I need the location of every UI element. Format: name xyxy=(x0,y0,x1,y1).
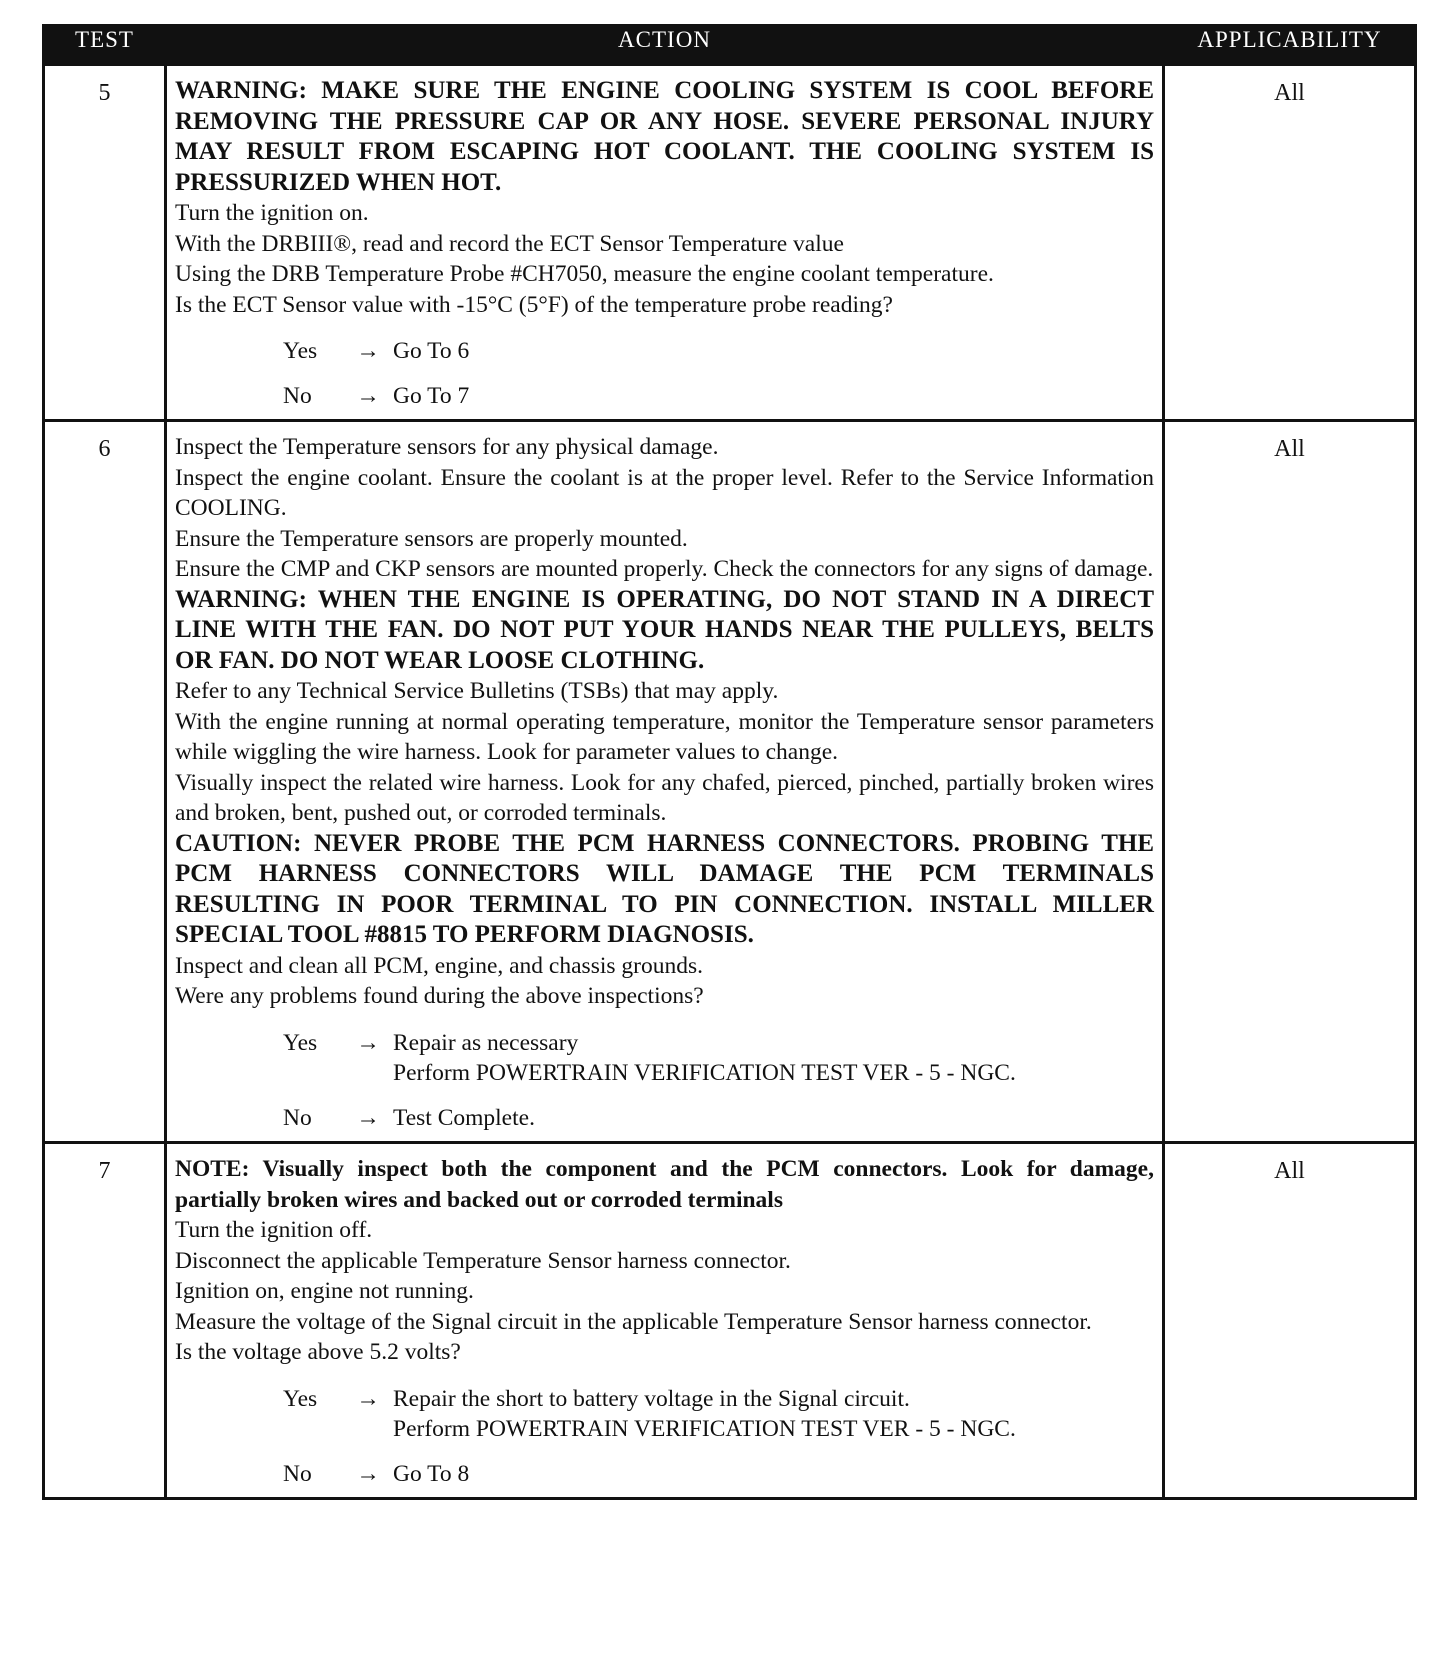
answer-block xyxy=(283,1028,1154,1134)
instruction-text: Inspect the engine coolant. Ensure the coolant is at the proper level. Refer to the Service Information COOLING. xyxy=(175,464,1154,521)
warning-text: WARNING: WHEN THE ENGINE IS OPERATING, DO NOT STAND IN A DIRECT LINE WITH THE FAN. DO NOT PUT YOUR HANDS NEAR THE PULLEYS, BELTS OR FAN. DO NOT WEAR LOOSE CLOTHING. xyxy=(175,585,1154,674)
applicability-cell: All xyxy=(1164,65,1416,421)
answer-label: Yes xyxy=(283,1385,318,1412)
instruction-text: Were any problems found during the above inspections? xyxy=(175,983,704,1009)
applicability-cell: All xyxy=(1164,1143,1416,1499)
instruction-text: Is the ECT Sensor value with -15°C (5°F) of the temperature probe reading? xyxy=(175,291,893,318)
instruction-text: Visually inspect the related wire harness. Look for any chafed, pierced, pinched, partially broken wires and broken, bent, pushed out, or corroded terminals. xyxy=(175,769,1154,826)
instruction-text: Measure the voltage of the Signal circuit in the applicable Temperature Sensor harness connector. xyxy=(175,1308,1092,1335)
warning-text: CAUTION: NEVER PROBE THE PCM HARNESS CONNECTORS. PROBING THE PCM HARNESS CONNECTORS WILL DAMAGE THE PCM TERMINALS RESULTING IN POOR TERMINAL TO PIN CONNECTION. INSTALL MILLER SPECIAL TOOL #8815 TO PERFORM DIAGNOSIS. xyxy=(175,829,1154,948)
answer-label: Yes xyxy=(283,1029,318,1056)
answer-result-line: Repair the short to battery voltage in the Signal circuit. xyxy=(393,1385,910,1412)
instruction-text: With the DRBIII®, read and record the ECT Sensor Temperature value xyxy=(175,230,844,257)
answer-row xyxy=(283,1103,1154,1134)
answer-result xyxy=(393,336,1154,367)
action-cell xyxy=(166,65,1164,421)
arrow-right-icon: → xyxy=(356,1029,380,1056)
diagnostic-table xyxy=(42,24,1417,1500)
arrow-right-icon: → xyxy=(356,1385,380,1412)
answer-label: No xyxy=(283,1460,312,1487)
answer-row xyxy=(283,381,1154,412)
instruction-text: Inspect the Temperature sensors for any physical damage. xyxy=(175,434,719,460)
answer-label: No xyxy=(283,1104,312,1131)
test-number: 7 xyxy=(44,1143,166,1499)
action-cell xyxy=(166,421,1164,1143)
answer-result xyxy=(393,1103,1154,1134)
answer-row xyxy=(283,1028,1154,1089)
answer-label: No xyxy=(283,382,312,409)
instruction-text: With the engine running at normal operating temperature, monitor the Temperature sensor parameters while wiggling the wire harness. Look for parameter values to change. xyxy=(175,708,1154,765)
header-applicability: APPLICABILITY xyxy=(1164,26,1416,65)
instruction-text: Turn the ignition on. xyxy=(175,200,369,226)
instruction-text: Using the DRB Temperature Probe #CH7050, measure the engine coolant temperature. xyxy=(175,261,994,287)
instruction-text: Ignition on, engine not running. xyxy=(175,1278,474,1304)
arrow-right-icon: → xyxy=(356,1460,380,1487)
answer-row xyxy=(283,1384,1154,1445)
answer-result xyxy=(393,1459,1154,1490)
applicability-cell: All xyxy=(1164,421,1416,1143)
instruction-text: Refer to any Technical Service Bulletins (TSBs) that may apply. xyxy=(175,678,779,704)
answer-result-line: Go To 6 xyxy=(393,338,470,364)
answer-result xyxy=(393,1384,1154,1445)
instruction-text: Disconnect the applicable Temperature Sensor harness connector. xyxy=(175,1247,791,1274)
instruction-text: Is the voltage above 5.2 volts? xyxy=(175,1339,461,1365)
action-cell xyxy=(166,1143,1164,1499)
answer-result-line: Go To 7 xyxy=(393,382,470,409)
instruction-text: Inspect and clean all PCM, engine, and chassis grounds. xyxy=(175,952,703,979)
instruction-text: Ensure the Temperature sensors are properly mounted. xyxy=(175,525,688,552)
warning-text: WARNING: MAKE SURE THE ENGINE COOLING SYSTEM IS COOL BEFORE REMOVING THE PRESSURE CAP OR ANY HOSE. SEVERE PERSONAL INJURY MAY RESULT FROM ESCAPING HOT COOLANT. THE COOLING SYSTEM IS PRESSURIZED WHEN HOT. xyxy=(175,77,1154,196)
answer-result xyxy=(393,381,1154,412)
answer-result-line: Perform POWERTRAIN VERIFICATION TEST VER - 5 - NGC. xyxy=(393,1416,1016,1442)
answer-block xyxy=(283,336,1154,411)
header-test: TEST xyxy=(44,26,166,65)
answer-block xyxy=(283,1384,1154,1490)
answer-label: Yes xyxy=(283,338,318,364)
answer-result-line: Perform POWERTRAIN VERIFICATION TEST VER - 5 - NGC. xyxy=(393,1060,1016,1086)
instruction-text: Turn the ignition off. xyxy=(175,1217,373,1243)
answer-result xyxy=(393,1028,1154,1089)
arrow-right-icon: → xyxy=(356,338,380,364)
table-row xyxy=(44,65,1416,421)
table-row xyxy=(44,421,1416,1143)
answer-result-line: Test Complete. xyxy=(393,1104,535,1131)
test-number: 5 xyxy=(44,65,166,421)
arrow-right-icon: → xyxy=(356,1104,380,1131)
test-number: 6 xyxy=(44,421,166,1143)
warning-text: NOTE: Visually inspect both the component and the PCM connectors. Look for damage, partially broken wires and backed out or corroded terminals xyxy=(175,1156,1154,1213)
table-header-row xyxy=(44,26,1416,65)
answer-result-line: Repair as necessary xyxy=(393,1029,579,1056)
answer-result-line: Go To 8 xyxy=(393,1460,470,1487)
instruction-text: Ensure the CMP and CKP sensors are mounted properly. Check the connectors for any signs of damage. xyxy=(175,556,1154,582)
answer-row xyxy=(283,1459,1154,1490)
arrow-right-icon: → xyxy=(356,382,380,409)
table-row xyxy=(44,1143,1416,1499)
header-action: ACTION xyxy=(166,26,1164,65)
answer-row xyxy=(283,336,1154,367)
